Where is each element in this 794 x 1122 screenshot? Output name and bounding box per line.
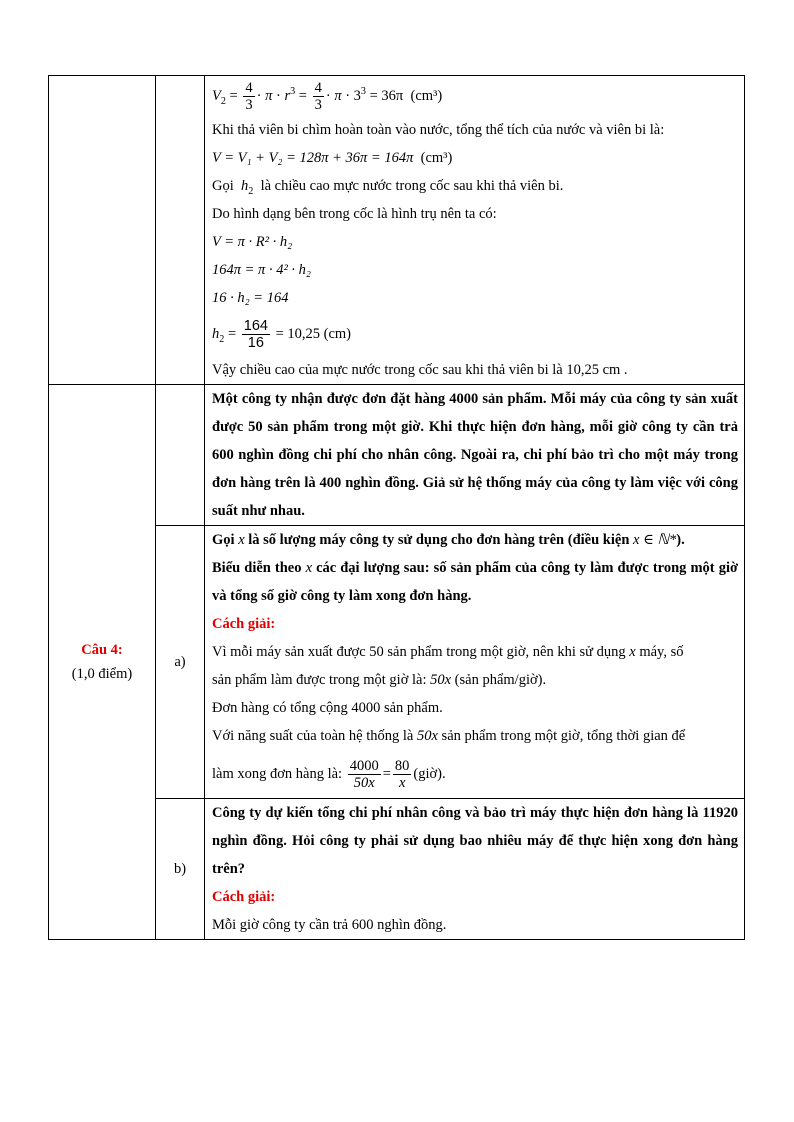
solution-b-line1: Mỗi giờ công ty cần trả 600 nghìn đồng. — [212, 917, 447, 933]
method-heading: Cách giải: — [212, 616, 276, 632]
question-cell-empty — [49, 76, 156, 385]
part-a-label: a) — [156, 526, 205, 799]
equation-2: 164π = π · 4² · h₂ — [212, 262, 311, 278]
problem-statement: Một công ty nhận được đơn đặt hàng 4000 sản phẩm. Mỗi máy của công ty sản xuất được 50 sản phẩm trong một giờ. Khi thực hiện đơn hàng, mỗi giờ công ty cần trả 600 nghìn đồng chi phí cho nhân công. Ngoài ra, chi phí bảo trì cho một máy trong đơn hàng trên là 400 nghìn đồng. Giả sử hệ thống máy của công ty làm việc với công suất như nhau. — [212, 391, 738, 519]
h2-result: $h_2$ = $\frac{164}{16}$ = 10,25 (cm) — [212, 317, 352, 352]
conclusion: Vậy chiều cao của mực nước trong cốc sau khi thả viên bi là 10,25 cm . — [212, 362, 628, 378]
method-heading: Cách giải: — [212, 889, 276, 905]
answer-table — [48, 75, 745, 940]
part-b-question: Công ty dự kiến tổng chi phí nhân công và bảo trì máy thực hiện đơn hàng là 11920 nghìn đồng. Hỏi công ty phải sử dụng bao nhiêu máy để thực hiện xong đơn hàng trên? — [212, 805, 738, 877]
problem-cell — [205, 385, 745, 526]
v2-result: = 36π — [369, 88, 404, 104]
solution-cell — [205, 76, 745, 385]
part-a-cell — [205, 526, 745, 799]
total-volume-text: Khi thả viên bi chìm hoàn toàn vào nước, tổng thể tích của nước và viên bi là: — [212, 122, 665, 138]
part-a-question-line2: Biểu diễn theo x các đại lượng sau: số sản phẩm của công ty làm được trong một giờ và tổng số giờ công ty làm xong đơn hàng. — [212, 560, 739, 604]
solution-a-line4: Với năng suất của toàn hệ thống là 50x sản phẩm trong một giờ, tổng thời gian để — [212, 728, 686, 744]
part-cell-empty — [156, 76, 205, 385]
equation-1: V = π · R² · h₂ — [212, 234, 293, 250]
part-cell-empty — [156, 385, 205, 526]
solution-a-line5: làm xong đơn hàng là: $\frac{4000}{50x}$ = $\frac{80}{x}$ (giờ). — [212, 757, 446, 792]
solution-a-line2: sản phẩm làm được trong một giờ là: 50x (sản phẩm/giờ). — [212, 672, 547, 688]
solution-a-line3: Đơn hàng có tổng cộng 4000 sản phẩm. — [212, 700, 443, 716]
question-title: Câu 4: — [81, 642, 123, 658]
part-b-cell — [205, 799, 745, 940]
h2-definition: Gọi $h_2$ là chiều cao mực nước trong cốc sau khi thả viên bi. — [212, 178, 564, 197]
cylinder-text: Do hình dạng bên trong cốc là hình trụ nên ta có: — [212, 206, 497, 222]
question-points: (1,0 điểm) — [71, 666, 133, 682]
part-b-label: b) — [156, 799, 205, 940]
table-row — [49, 76, 745, 385]
solution-a-line1: Vì mỗi máy sản xuất được 50 sản phẩm trong một giờ, nên khi sử dụng x máy, số — [212, 644, 684, 660]
v2-unit: (cm³) — [410, 88, 443, 104]
table-row — [49, 385, 745, 526]
v2-formula: $V_2$ = $\frac{4}{3}$ · $\pi \cdot r^3$ = $\frac{4}{3}$ · $\pi \cdot 3^3 = 36\pi$ (cm³) — [212, 79, 443, 114]
part-a-question-line1: Gọi x là số lượng máy công ty sử dụng cho đơn hàng trên (điều kiện x ∈ ℕ*). — [212, 532, 685, 548]
question-label-cell — [49, 385, 156, 940]
total-volume-formula: V = V₁ + V₂ = 128π + 36π = 164π (cm³) — [212, 150, 453, 166]
equation-3: 16 · h₂ = 164 — [212, 290, 289, 306]
